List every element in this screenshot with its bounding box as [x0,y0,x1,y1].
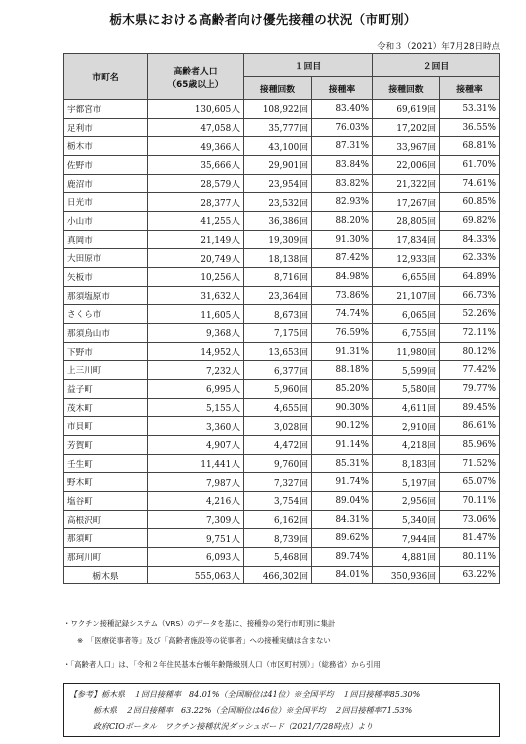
cell-population: 4,216人 [148,492,244,511]
cell-city: 野木町 [64,473,148,492]
cell-city: 益子町 [64,380,148,399]
cell-dose1-count: 6,162回 [244,510,312,529]
cell-dose2-count: 350,936回 [373,566,440,584]
page-title: 栃木県における高齢者向け優先接種の状況（市町別） [109,12,417,27]
table-row [64,436,500,455]
table-body [64,100,500,567]
table-row [64,230,500,249]
table-row [64,492,500,511]
table-row [64,473,500,492]
cell-dose2-count: 12,933回 [373,249,440,268]
cell-city: 下野市 [64,342,148,361]
cell-dose2-rate: 80.11% [440,548,500,567]
cell-population: 31,632人 [148,286,244,305]
header-population-label: 高齢者人口 [173,66,218,77]
cell-city: 那須町 [64,529,148,548]
cell-city: 真岡市 [64,230,148,249]
cell-dose2-count: 5,580回 [373,380,440,399]
cell-dose1-rate: 76.03% [312,118,373,137]
cell-dose1-count: 5,468回 [244,548,312,567]
cell-dose1-rate: 91.31% [312,342,373,361]
cell-population: 9,751人 [148,529,244,548]
cell-city: 茂木町 [64,398,148,417]
cell-dose1-rate: 76.59% [312,324,373,343]
header-city: 市町名 [64,54,148,100]
cell-population: 20,749人 [148,249,244,268]
cell-dose1-count: 19,309回 [244,230,312,249]
cell-dose1-rate: 88.20% [312,212,373,231]
cell-dose1-count: 108,922回 [244,100,312,119]
cell-population: 555,063人 [148,566,244,584]
table-row [64,193,500,212]
table-row [64,286,500,305]
cell-dose1-count: 8,673回 [244,305,312,324]
header-dose2: ２回目 [373,54,500,77]
cell-dose2-count: 4,881回 [373,548,440,567]
cell-dose2-rate: 69.82% [440,212,500,231]
table-row [64,361,500,380]
cell-dose1-count: 7,327回 [244,473,312,492]
cell-dose1-count: 8,739回 [244,529,312,548]
cell-dose2-count: 6,755回 [373,324,440,343]
cell-dose1-rate: 83.40% [312,100,373,119]
cell-dose2-count: 2,956回 [373,492,440,511]
cell-population: 11,441人 [148,454,244,473]
table-row [64,100,500,119]
as-of-date: 令和３（2021）年7月28日時点 [377,42,500,52]
cell-population: 41,255人 [148,212,244,231]
header-dose1-count: 接種回数 [244,77,312,100]
table-row [64,510,500,529]
cell-dose2-count: 21,107回 [373,286,440,305]
cell-dose2-count: 5,599回 [373,361,440,380]
cell-dose1-rate: 89.04% [312,492,373,511]
cell-population: 3,360人 [148,417,244,436]
table-row [64,380,500,399]
cell-dose1-rate: 90.12% [312,417,373,436]
cell-city: 芳賀町 [64,436,148,455]
table-row [64,174,500,193]
cell-population: 21,149人 [148,230,244,249]
cell-city: 鹿沼市 [64,174,148,193]
cell-dose1-rate: 83.84% [312,156,373,175]
cell-dose2-rate: 72.11% [440,324,500,343]
cell-city: 栃木市 [64,137,148,156]
cell-dose2-count: 21,322回 [373,174,440,193]
cell-dose2-rate: 60.85% [440,193,500,212]
cell-dose1-count: 23,532回 [244,193,312,212]
cell-dose2-rate: 63.22% [440,566,500,584]
cell-population: 6,093人 [148,548,244,567]
cell-population: 4,907人 [148,436,244,455]
cell-city: 栃木県 [64,566,148,584]
cell-dose1-rate: 90.30% [312,398,373,417]
cell-population: 7,232人 [148,361,244,380]
cell-dose2-rate: 65.07% [440,473,500,492]
cell-dose2-rate: 64.89% [440,268,500,287]
cell-dose2-rate: 84.33% [440,230,500,249]
cell-dose2-rate: 62.33% [440,249,500,268]
cell-dose1-rate: 82.93% [312,193,373,212]
cell-dose2-rate: 73.06% [440,510,500,529]
cell-population: 14,952人 [148,342,244,361]
header-dose1: １回目 [244,54,373,77]
cell-city: 那珂川町 [64,548,148,567]
table-row [64,454,500,473]
cell-dose2-rate: 79.77% [440,380,500,399]
cell-dose1-rate: 91.30% [312,230,373,249]
cell-dose1-count: 36,386回 [244,212,312,231]
cell-dose2-count: 17,267回 [373,193,440,212]
cell-dose2-rate: 68.81% [440,137,500,156]
cell-city: 宇都宮市 [64,100,148,119]
cell-dose2-rate: 77.42% [440,361,500,380]
cell-population: 6,995人 [148,380,244,399]
header-population-sub: （65歳以上） [167,79,224,90]
table-row-total [64,566,500,584]
cell-dose2-count: 4,218回 [373,436,440,455]
cell-dose1-count: 3,028回 [244,417,312,436]
cell-dose1-rate: 74.74% [312,305,373,324]
table-row [64,212,500,231]
cell-city: 日光市 [64,193,148,212]
reference-line-2: 栃木県 ２回目接種率 63.22%（全国順位は46位）※全国平均 ２回目接種率71.53% [93,706,413,715]
reference-box [63,683,500,737]
cell-population: 28,579人 [148,174,244,193]
cell-city: 高根沢町 [64,510,148,529]
cell-population: 11,605人 [148,305,244,324]
cell-dose1-count: 6,377回 [244,361,312,380]
cell-dose1-count: 5,960回 [244,380,312,399]
cell-dose2-rate: 80.12% [440,342,500,361]
cell-city: 上三川町 [64,361,148,380]
reference-line-3: 政府CIOポータル ワクチン接種状況ダッシュボード（2021/7/28時点）より [93,722,374,731]
cell-dose2-count: 5,340回 [373,510,440,529]
cell-dose1-count: 29,901回 [244,156,312,175]
cell-dose1-rate: 73.86% [312,286,373,305]
cell-population: 7,309人 [148,510,244,529]
cell-dose1-count: 23,364回 [244,286,312,305]
table-row [64,529,500,548]
cell-city: 市貝町 [64,417,148,436]
cell-dose2-count: 69,619回 [373,100,440,119]
cell-dose2-count: 6,065回 [373,305,440,324]
table-row [64,324,500,343]
cell-dose2-rate: 86.61% [440,417,500,436]
cell-dose1-count: 7,175回 [244,324,312,343]
cell-dose1-rate: 91.14% [312,436,373,455]
cell-city: 小山市 [64,212,148,231]
cell-dose2-count: 11,980回 [373,342,440,361]
cell-dose1-count: 23,954回 [244,174,312,193]
cell-city: 佐野市 [64,156,148,175]
header-dose1-rate: 接種率 [312,77,373,100]
cell-dose1-rate: 87.31% [312,137,373,156]
cell-dose2-rate: 61.70% [440,156,500,175]
table-row [64,268,500,287]
table-row [64,548,500,567]
cell-dose2-rate: 71.52% [440,454,500,473]
cell-dose2-rate: 52.26% [440,305,500,324]
table-row [64,137,500,156]
table-row [64,118,500,137]
cell-dose2-count: 33,967回 [373,137,440,156]
cell-city: 那須塩原市 [64,286,148,305]
cell-dose1-count: 18,138回 [244,249,312,268]
cell-population: 130,605人 [148,100,244,119]
cell-city: 那須烏山市 [64,324,148,343]
cell-city: 大田原市 [64,249,148,268]
cell-dose1-count: 35,777回 [244,118,312,137]
cell-dose1-count: 13,653回 [244,342,312,361]
cell-dose1-rate: 83.82% [312,174,373,193]
cell-population: 47,058人 [148,118,244,137]
note-exclusion: ※ 「医療従事者等」及び「高齢者施設等の従事者」への接種実績は含まない [77,635,331,645]
cell-dose2-count: 17,202回 [373,118,440,137]
cell-population: 35,666人 [148,156,244,175]
cell-dose1-rate: 85.20% [312,380,373,399]
cell-city: 塩谷町 [64,492,148,511]
table-row [64,342,500,361]
cell-population: 10,256人 [148,268,244,287]
cell-dose1-rate: 87.42% [312,249,373,268]
reference-line-1: 【参考】栃木県 １回目接種率 84.01%（全国順位は41位）※全国平均 １回目接種率85.30% [69,690,421,699]
cell-dose2-count: 7,944回 [373,529,440,548]
cell-dose2-rate: 53.31% [440,100,500,119]
cell-dose1-count: 4,472回 [244,436,312,455]
cell-dose2-count: 2,910回 [373,417,440,436]
notes [63,618,503,671]
cell-dose2-rate: 89.45% [440,398,500,417]
cell-dose2-rate: 66.73% [440,286,500,305]
cell-dose1-rate: 89.74% [312,548,373,567]
cell-dose2-count: 5,197回 [373,473,440,492]
cell-city: さくら市 [64,305,148,324]
cell-dose2-rate: 36.55% [440,118,500,137]
cell-dose2-rate: 70.11% [440,492,500,511]
header-population [148,54,244,100]
cell-dose2-count: 8,183回 [373,454,440,473]
vaccination-table [63,53,500,584]
cell-dose2-rate: 81.47% [440,529,500,548]
cell-dose2-count: 28,805回 [373,212,440,231]
table-row [64,398,500,417]
header-dose2-rate: 接種率 [440,77,500,100]
cell-dose1-count: 9,760回 [244,454,312,473]
cell-population: 49,366人 [148,137,244,156]
cell-dose2-count: 22,006回 [373,156,440,175]
cell-dose2-count: 17,834回 [373,230,440,249]
cell-dose2-rate: 74.61% [440,174,500,193]
cell-dose2-count: 4,611回 [373,398,440,417]
table-row [64,417,500,436]
cell-dose1-rate: 85.31% [312,454,373,473]
note-population: ・「高齢者人口」は、「令和２年住民基本台帳年齢階級別人口（市区町村別）」（総務省）から引用 [63,660,381,669]
note-source: ・ワクチン接種記録システム（VRS）のデータを基に、接種券の発行市町別に集計 [63,619,336,628]
cell-dose1-count: 43,100回 [244,137,312,156]
cell-dose1-count: 8,716回 [244,268,312,287]
cell-dose2-rate: 85.96% [440,436,500,455]
cell-city: 足利市 [64,118,148,137]
cell-population: 28,377人 [148,193,244,212]
cell-city: 壬生町 [64,454,148,473]
cell-dose1-rate: 88.18% [312,361,373,380]
cell-dose1-count: 3,754回 [244,492,312,511]
cell-dose2-count: 6,655回 [373,268,440,287]
table-row [64,156,500,175]
cell-dose1-rate: 84.01% [312,566,373,584]
cell-population: 5,155人 [148,398,244,417]
table-row [64,305,500,324]
cell-population: 9,368人 [148,324,244,343]
cell-dose1-count: 4,655回 [244,398,312,417]
cell-dose1-count: 466,302回 [244,566,312,584]
cell-dose1-rate: 89.62% [312,529,373,548]
cell-population: 7,987人 [148,473,244,492]
header-dose2-count: 接種回数 [373,77,440,100]
cell-dose1-rate: 84.31% [312,510,373,529]
cell-city: 矢板市 [64,268,148,287]
cell-dose1-rate: 91.74% [312,473,373,492]
table-row [64,249,500,268]
cell-dose1-rate: 84.98% [312,268,373,287]
